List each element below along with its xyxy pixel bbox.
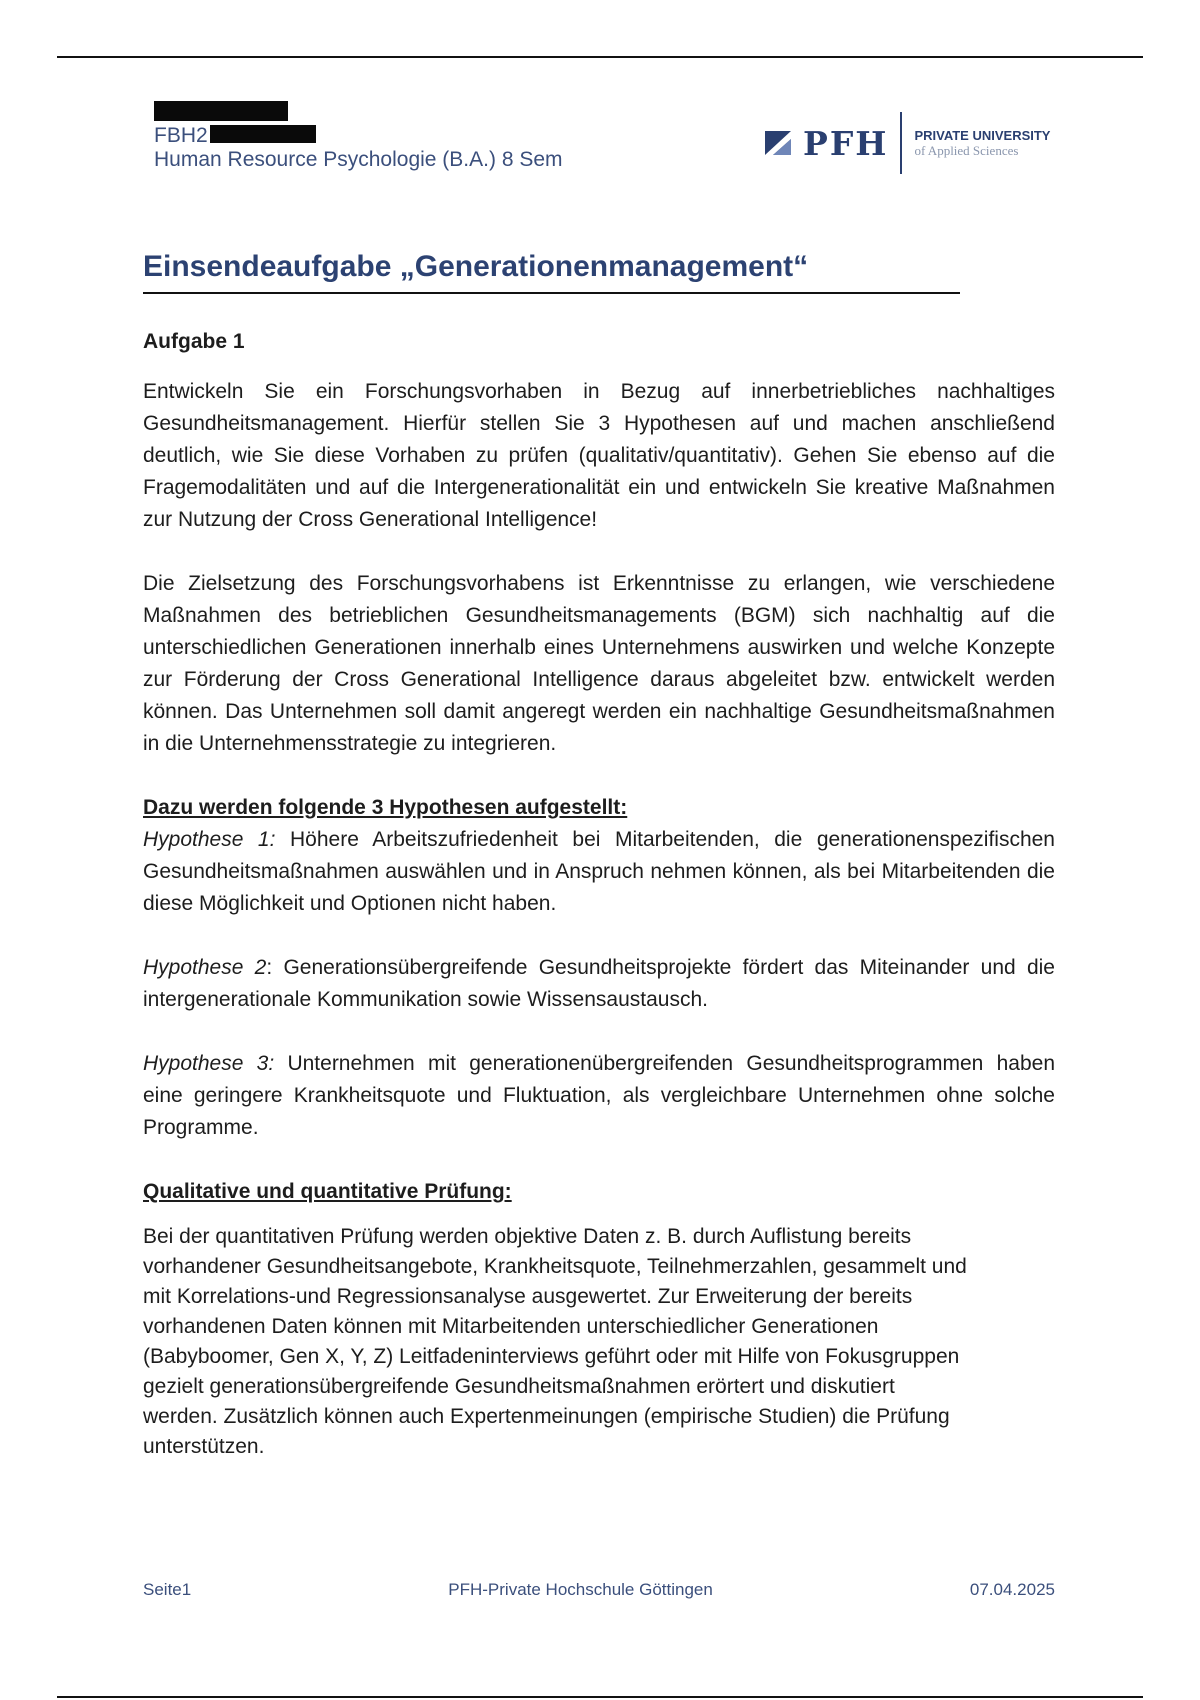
redacted-name (154, 101, 288, 121)
research-goal: Die Zielsetzung des Forschungsvorhabens ist Erkenntnisse zu erlangen, wie verschiedene Maßnahmen des betrieblichen Gesundheitsmanagements (BGM) sich nachhaltig auf die unterschiedlichen Generationen innerhalb eines Unternehmens auswirken und welche Konzepte zur Förderung der Cross Generational Intelligence daraus abgeleitet bzw. entwickelt werden können. Das Unternehmen soll damit angeregt werden ein nachhaltige Gesundheitsmaßnahmen in die Unternehmensstrategie zu integrieren. (143, 572, 1055, 755)
testing-line: unterstützen. (143, 1435, 265, 1458)
testing-paragraph (143, 1222, 1055, 1462)
testing-line: vorhandenen Daten können mit Mitarbeitenden unterschiedlicher Generationen (143, 1315, 879, 1338)
testing-line: mit Korrelations-und Regressionsanalyse ausgewertet. Zur Erweiterung der bereits (143, 1285, 913, 1308)
logo-divider (900, 112, 902, 174)
hypothesis-text: Unternehmen mit generationenübergreifenden Gesundheitsprogrammen haben eine geringere Krankheitsquote und Fluktuation, als vergleichbare Unternehmen ohne solche Programme. (143, 1052, 1055, 1139)
hypothesis-text: : Generationsübergreifende Gesundheitsprojekte fördert das Miteinander und die intergenerationale Kommunikation sowie Wissensaustausch. (143, 956, 1055, 1011)
page-title: Einsendeaufgabe „Generationenmanagement“ (143, 250, 960, 294)
hypothesis-2 (143, 952, 1055, 1016)
hypothesis-label: Hypothese 3: (143, 1052, 275, 1075)
task-label: Aufgabe 1 (143, 330, 245, 353)
footer-institution: PFH-Private Hochschule Göttingen (448, 1580, 713, 1599)
hypothesis-text: Höhere Arbeitszufriedenheit bei Mitarbeitenden, die generationenspezifischen Gesundheitsmaßnahmen auswählen und in Anspruch nehmen können, als bei Mitarbeitenden die diese Möglichkeit und Optionen nicht haben. (143, 828, 1055, 915)
hypothesis-3 (143, 1048, 1055, 1144)
logo-wordmark: PFH (803, 123, 889, 163)
testing-heading: Qualitative und quantitative Prüfung: (143, 1180, 512, 1203)
document-body (143, 326, 1055, 1462)
logo-tagline (914, 128, 1050, 158)
page-footer (143, 1580, 1055, 1600)
document-header (154, 100, 563, 172)
task-instruction: Entwickeln Sie ein Forschungsvorhaben in Bezug auf innerbetriebliches nachhaltiges Gesundheitsmanagement. Hierfür stellen Sie 3 Hypothesen auf und machen anschließend deutlich, wie Sie diese Vorhaben zu prüfen (qualitativ/quantitativ). Gehen Sie ebenso auf die Fragemodalitäten und auf die Intergenerationalität ein und entwickeln Sie kreative Maßnahmen zur Nutzung der Cross Generational Intelligence! (143, 380, 1055, 531)
hypothesis-label: Hypothese 1: (143, 828, 276, 851)
hypothesis-label: Hypothese 2 (143, 956, 267, 979)
testing-line: vorhandener Gesundheitsangebote, Krankheitsquote, Teilnehmerzahlen, gesammelt und (143, 1255, 967, 1278)
testing-line: Bei der quantitativen Prüfung werden objektive Daten z. B. durch Auflistung bereits (143, 1225, 912, 1248)
hypotheses-heading: Dazu werden folgende 3 Hypothesen aufgestellt: (143, 796, 628, 819)
testing-line: gezielt generationsübergreifende Gesundheitsmaßnahmen erörtert und diskutiert (143, 1375, 895, 1398)
pfh-logo-mark-icon (765, 131, 791, 155)
program-label: Human Resource Psychologie (B.A.) 8 Sem (154, 148, 563, 171)
testing-line: (Babyboomer, Gen X, Y, Z) Leitfadeninterviews geführt oder mit Hilfe von Fokusgruppen (143, 1345, 960, 1368)
footer-page-number: Seite1 (143, 1580, 192, 1599)
redacted-student-id (210, 125, 316, 143)
logo-tagline-line2: of Applied Sciences (914, 143, 1019, 158)
logo-tagline-line1: PRIVATE UNIVERSITY (914, 128, 1051, 143)
bottom-rule (57, 1696, 1143, 1698)
pfh-logo (765, 112, 1050, 174)
testing-line: werden. Zusätzlich können auch Expertenmeinungen (empirische Studien) die Prüfung (143, 1405, 950, 1428)
hypothesis-1 (143, 824, 1055, 920)
top-rule (57, 56, 1143, 58)
footer-date: 07.04.2025 (969, 1580, 1055, 1599)
student-id-prefix: FBH2 (154, 124, 208, 147)
